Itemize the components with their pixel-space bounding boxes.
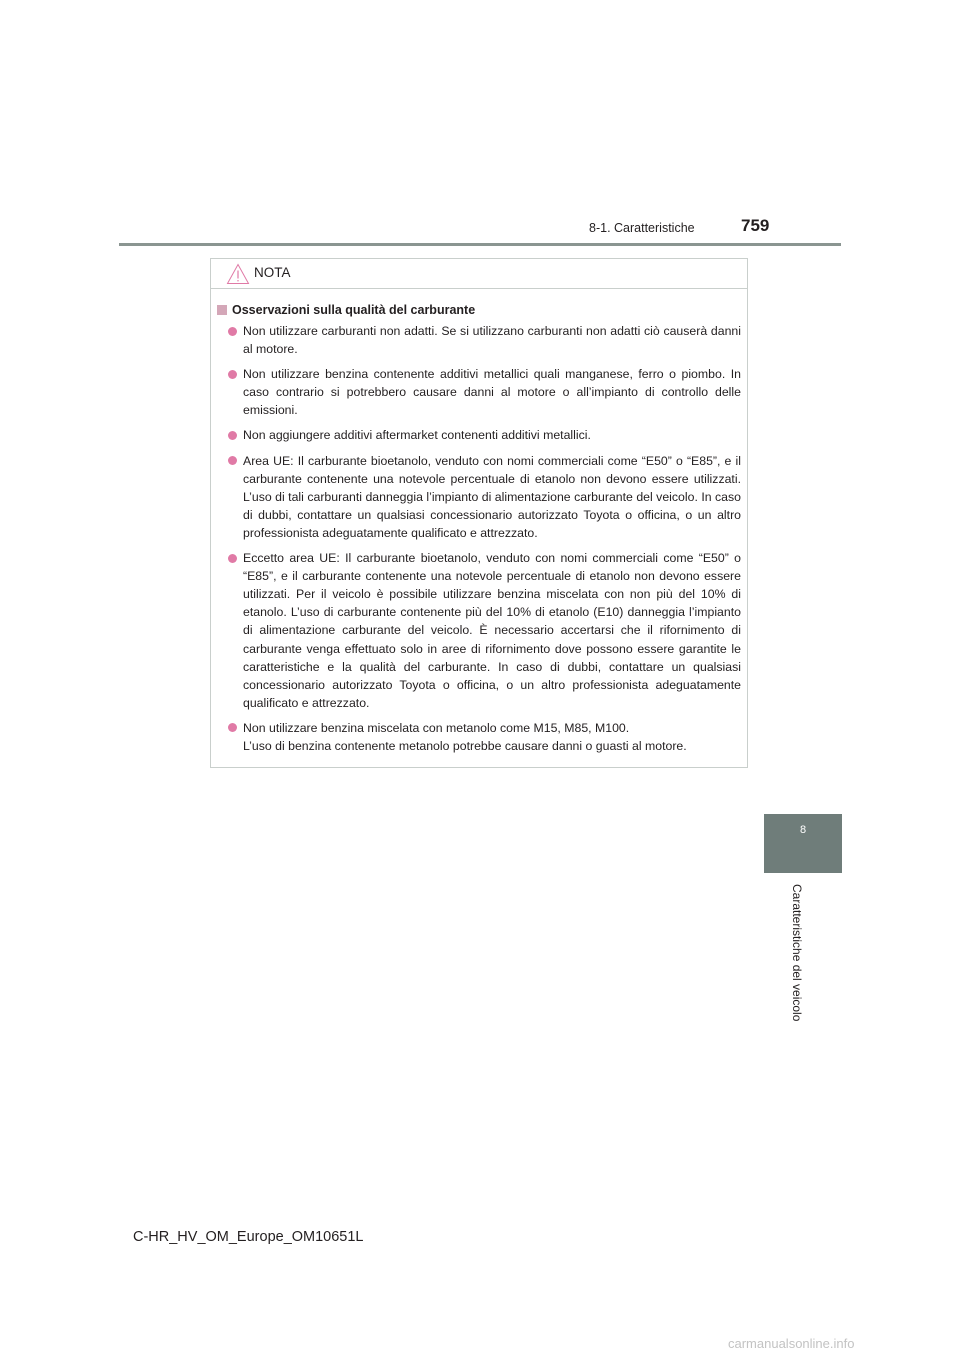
bullet-dot-icon — [228, 723, 237, 732]
square-bullet-icon — [217, 305, 227, 315]
note-heading-text: Osservazioni sulla qualità del carburante — [232, 303, 476, 317]
bullet-dot-icon — [228, 554, 237, 563]
chapter-label: Caratteristiche del veicolo — [790, 884, 804, 1022]
list-item — [217, 426, 741, 444]
footer-code: C-HR_HV_OM_Europe_OM10651L — [133, 1229, 364, 1245]
list-item-text: Area UE: Il carburante bioetanolo, venduto con nomi commerciali come “E50” o “E85”, e il carburante contenente una notevole percentuale di etanolo non devono essere utilizzati. L’uso di tali carburanti danneggia l’impianto di alimentazione carburante del veicolo. In caso di dubbi, contattare un qualsiasi concessionario autorizzato Toyota o officina, o un altro professionista adeguatamente qualificato e attrezzato. — [243, 453, 741, 540]
watermark: carmanualsonline.info — [728, 1336, 855, 1351]
note-list — [217, 322, 741, 755]
section-title: 8-1. Caratteristiche — [589, 221, 695, 235]
bullet-dot-icon — [228, 327, 237, 336]
list-item-text: Non aggiungere additivi aftermarket contenenti additivi metallici. — [243, 428, 591, 443]
list-item-text — [243, 719, 741, 755]
header-divider — [119, 243, 841, 246]
list-item — [217, 719, 741, 755]
list-item-text: Eccetto area UE: Il carburante bioetanolo, venduto con nomi commerciali come “E50” o “E85”, e il carburante contenente una notevole percentuale di etanolo non devono essere utilizzati. Per il veicolo è possibile utilizzare benzina miscelata con non più del 10% di etanolo. L’uso di carburante contenente più del 10% di etanolo (E10) danneggia l’impianto di alimentazione carburante del veicolo. È necessario accertarsi che il rifornimento di carburante venga effettuato solo in aree di rifornimento dove possono essere garantite le caratteristiche e la qualità del carburante. In caso di dubbi, contattare un qualsiasi concessionario autorizzato Toyota o officina, o un altro professionista adeguatamente qualificato e attrezzato. — [243, 551, 741, 710]
list-item — [217, 365, 741, 419]
list-item-text: Non utilizzare benzina contenente additivi metallici quali manganese, ferro o piombo. In caso contrario si potrebbero causare danni al motore o all’impianto di controllo delle emissioni. — [243, 367, 741, 418]
page-number: 759 — [741, 216, 770, 235]
bullet-dot-icon — [228, 370, 237, 379]
note-body — [211, 289, 747, 755]
note-heading — [217, 301, 741, 319]
chapter-tab — [764, 814, 842, 873]
list-item-text: Non utilizzare carburanti non adatti. Se si utilizzano carburanti non adatti ciò causerà danni al motore. — [243, 324, 741, 357]
list-item — [217, 452, 741, 542]
warning-triangle-icon — [226, 263, 250, 285]
list-item — [217, 549, 741, 712]
chapter-number: 8 — [799, 824, 807, 836]
list-item — [217, 322, 741, 358]
list-item-line: L’uso di benzina contenente metanolo potrebbe causare danni o guasti al motore. — [243, 738, 687, 753]
bullet-dot-icon — [228, 456, 237, 465]
note-title: NOTA — [254, 265, 291, 280]
bullet-dot-icon — [228, 431, 237, 440]
note-header — [211, 259, 747, 289]
list-item-line: Non utilizzare benzina miscelata con metanolo come M15, M85, M100. — [243, 720, 630, 735]
note-box — [210, 258, 748, 768]
